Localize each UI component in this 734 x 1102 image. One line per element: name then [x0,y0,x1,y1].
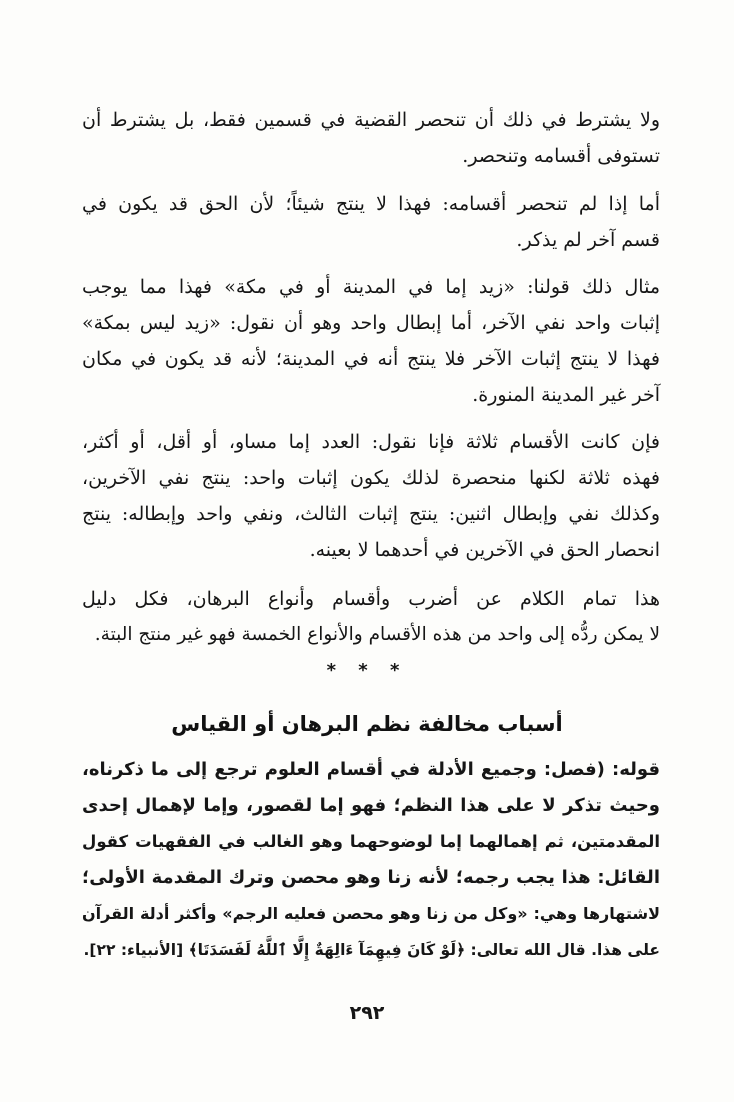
text-line: لاشتهارها وهي: «وكل من زنا وهو محصن فعليه الرجم» وأكثر أدلة القرآن [82,904,660,923]
text-line: فإن كانت الأقسام ثلاثة فإنا نقول: العدد إما مساو، أو أقل، أو أكثر، [82,431,660,453]
text-line: فهذه ثلاثة لكنها منحصرة لذلك يكون إثبات واحد: ينتج نفي الآخرين، [82,467,660,489]
text-line: القائل: هذا يجب رجمه؛ لأنه زنا وهو محصن وترك المقدمة الأولى؛ [82,867,660,888]
text-line: تستوفى أقسامه وتنحصر. [462,145,660,167]
paragraph-4 [82,424,660,568]
text-line: على هذا. قال الله تعالى: ﴿لَوْ كَانَ فِيهِمَآ ءَالِهَةٌ إِلَّا ٱللَّهُ لَفَسَدَتَا﴾ [الأنبياء: ٢٢]. [83,941,660,959]
text-line: أما إذا لم تنحصر أقسامه: فهذا لا ينتج شيئاً؛ لأن الحق قد يكون في [82,193,660,215]
text-line: وكذلك نفي وإبطال اثنين: ينتج إثبات الثالث، ونفي واحد وإبطاله: ينتج [82,503,660,525]
text-line: آخر غير المدينة المنورة. [472,384,660,406]
text-line: قسم آخر لم يذكر. [516,229,660,251]
paragraph-2 [82,186,660,258]
section-heading: أسباب مخالفة نظم البرهان أو القياس [171,712,563,736]
text-line: ولا يشترط في ذلك أن تنحصر القضية في قسمين فقط، بل يشترط أن [82,109,660,131]
paragraph-1 [82,102,660,174]
commentary-paragraph [82,752,660,968]
text-line: هذا تمام الكلام عن أضرب وأقسام وأنواع البرهان، فكل دليل [82,588,660,610]
text-line: إثبات واحد نفي الآخر، أما إبطال واحد وهو أن نقول: «زيد ليس بمكة» [82,312,660,334]
text-line: وحيث تذكر لا على هذا النظم؛ فهو إما لقصور، وإما لإهمال إحدى [82,795,660,816]
page-number: ٢٩٢ [349,1002,385,1024]
text-line: انحصار الحق في الآخرين في أحدهما لا بعينه. [309,539,660,561]
section-separator: * * * [326,660,408,681]
text-line: فهذا لا ينتج إثبات الآخر فلا ينتج أنه في المدينة؛ لأنه قد يكون في مكان [82,348,660,370]
text-line: مثال ذلك قولنا: «زيد إما في المدينة أو في مكة» فهذا مما يوجب [82,276,660,298]
text-line: المقدمتين، ثم إهمالهما إما لوضوحهما وهو الغالب في الفقهيات كقول [82,832,660,851]
paragraph-3 [82,269,660,413]
paragraph-5 [82,581,660,653]
text-line: قوله: (فصل: وجميع الأدلة في أقسام العلوم ترجع إلى ما ذكرناه، [82,759,660,780]
text-line: لا يمكن ردُّه إلى واحد من هذه الأقسام والأنواع الخمسة فهو غير منتج البتة. [94,624,660,645]
